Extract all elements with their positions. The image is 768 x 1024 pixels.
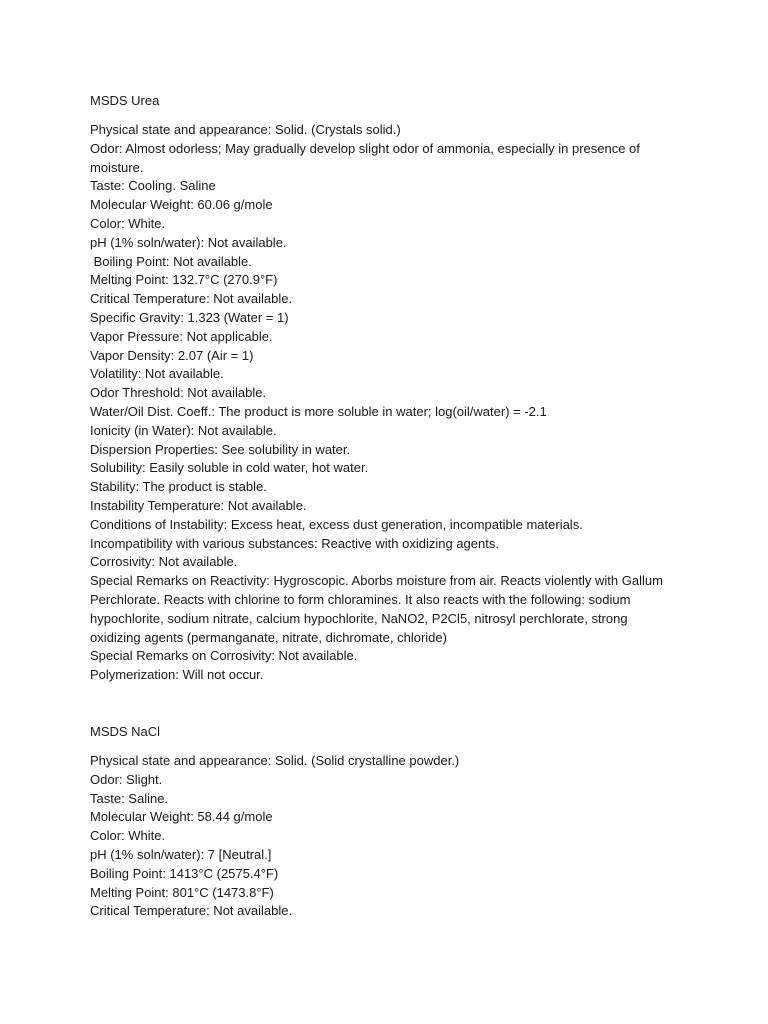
property-line: Water/Oil Dist. Coeff.: The product is more soluble in water; log(oil/water) = -2.1: [90, 403, 547, 419]
property-line: Stability: The product is stable.: [90, 479, 267, 495]
property-line: Color: White.: [90, 215, 166, 231]
property-line: Incompatibility with various substances: Reactive with oxidizing agents.: [90, 535, 499, 551]
msds-nacl-section: [90, 723, 710, 921]
property-line: Special Remarks on Reactivity: Hygroscopic. Aborbs moisture from air. Reacts violently with Gallum Perchlorate. Reacts with chlorine to form chloramines. It also reacts with the following: sodium hypochlorite, sodium nitrate, calcium hypochlorite, NaNO2, P2Cl5, nitrosyl perchlorate, strong oxidizing agents (permanganate, nitrate, dichromate, chloride): [90, 573, 663, 645]
property-line: Volatility: Not available.: [90, 366, 224, 382]
msds-urea-section: [90, 92, 710, 685]
property-line: Boiling Point: 1413°C (2575.4°F): [90, 865, 279, 881]
property-line: Dispersion Properties: See solubility in water.: [90, 441, 351, 457]
property-line: Odor Threshold: Not available.: [90, 385, 267, 401]
property-line: Ionicity (in Water): Not available.: [90, 422, 277, 438]
property-line: Physical state and appearance: Solid. (Solid crystalline powder.): [90, 753, 460, 768]
property-line: Vapor Pressure: Not applicable.: [90, 328, 273, 344]
property-line: Critical Temperature: Not available.: [90, 291, 293, 307]
property-line: Melting Point: 801°C (1473.8°F): [90, 884, 274, 900]
property-line: Molecular Weight: 60.06 g/mole: [90, 197, 273, 213]
property-line: Odor: Almost odorless; May gradually develop slight odor of ammonia, especially in presence of moisture.: [90, 140, 640, 175]
property-line: Corrosivity: Not available.: [90, 554, 238, 570]
property-line: Specific Gravity: 1.323 (Water = 1): [90, 309, 289, 325]
property-line: Vapor Density: 2.07 (Air = 1): [90, 347, 254, 363]
property-line: pH (1% soln/water): Not available.: [90, 234, 287, 250]
property-line: Special Remarks on Corrosivity: Not available.: [90, 648, 358, 664]
property-line: Physical state and appearance: Solid. (Crystals solid.): [90, 122, 401, 137]
property-line: Taste: Saline.: [90, 790, 169, 806]
section-title: MSDS NaCl: [90, 724, 161, 739]
property-line: Molecular Weight: 58.44 g/mole: [90, 809, 273, 825]
property-line: Odor: Slight.: [90, 771, 163, 787]
property-line: Color: White.: [90, 828, 166, 844]
property-line: Polymerization: Will not occur.: [90, 667, 264, 683]
property-line: Taste: Cooling. Saline: [90, 178, 216, 194]
property-line: Instability Temperature: Not available.: [90, 497, 307, 513]
property-line: Melting Point: 132.7°C (270.9°F): [90, 272, 278, 288]
property-line: Conditions of Instability: Excess heat, excess dust generation, incompatible materials.: [90, 516, 583, 532]
section-title: MSDS Urea: [90, 93, 160, 108]
property-line: pH (1% soln/water): 7 [Neutral.]: [90, 846, 272, 862]
property-line: Boiling Point: Not available.: [90, 253, 252, 269]
property-line: Critical Temperature: Not available.: [90, 903, 293, 919]
property-line: Solubility: Easily soluble in cold water, hot water.: [90, 460, 369, 476]
